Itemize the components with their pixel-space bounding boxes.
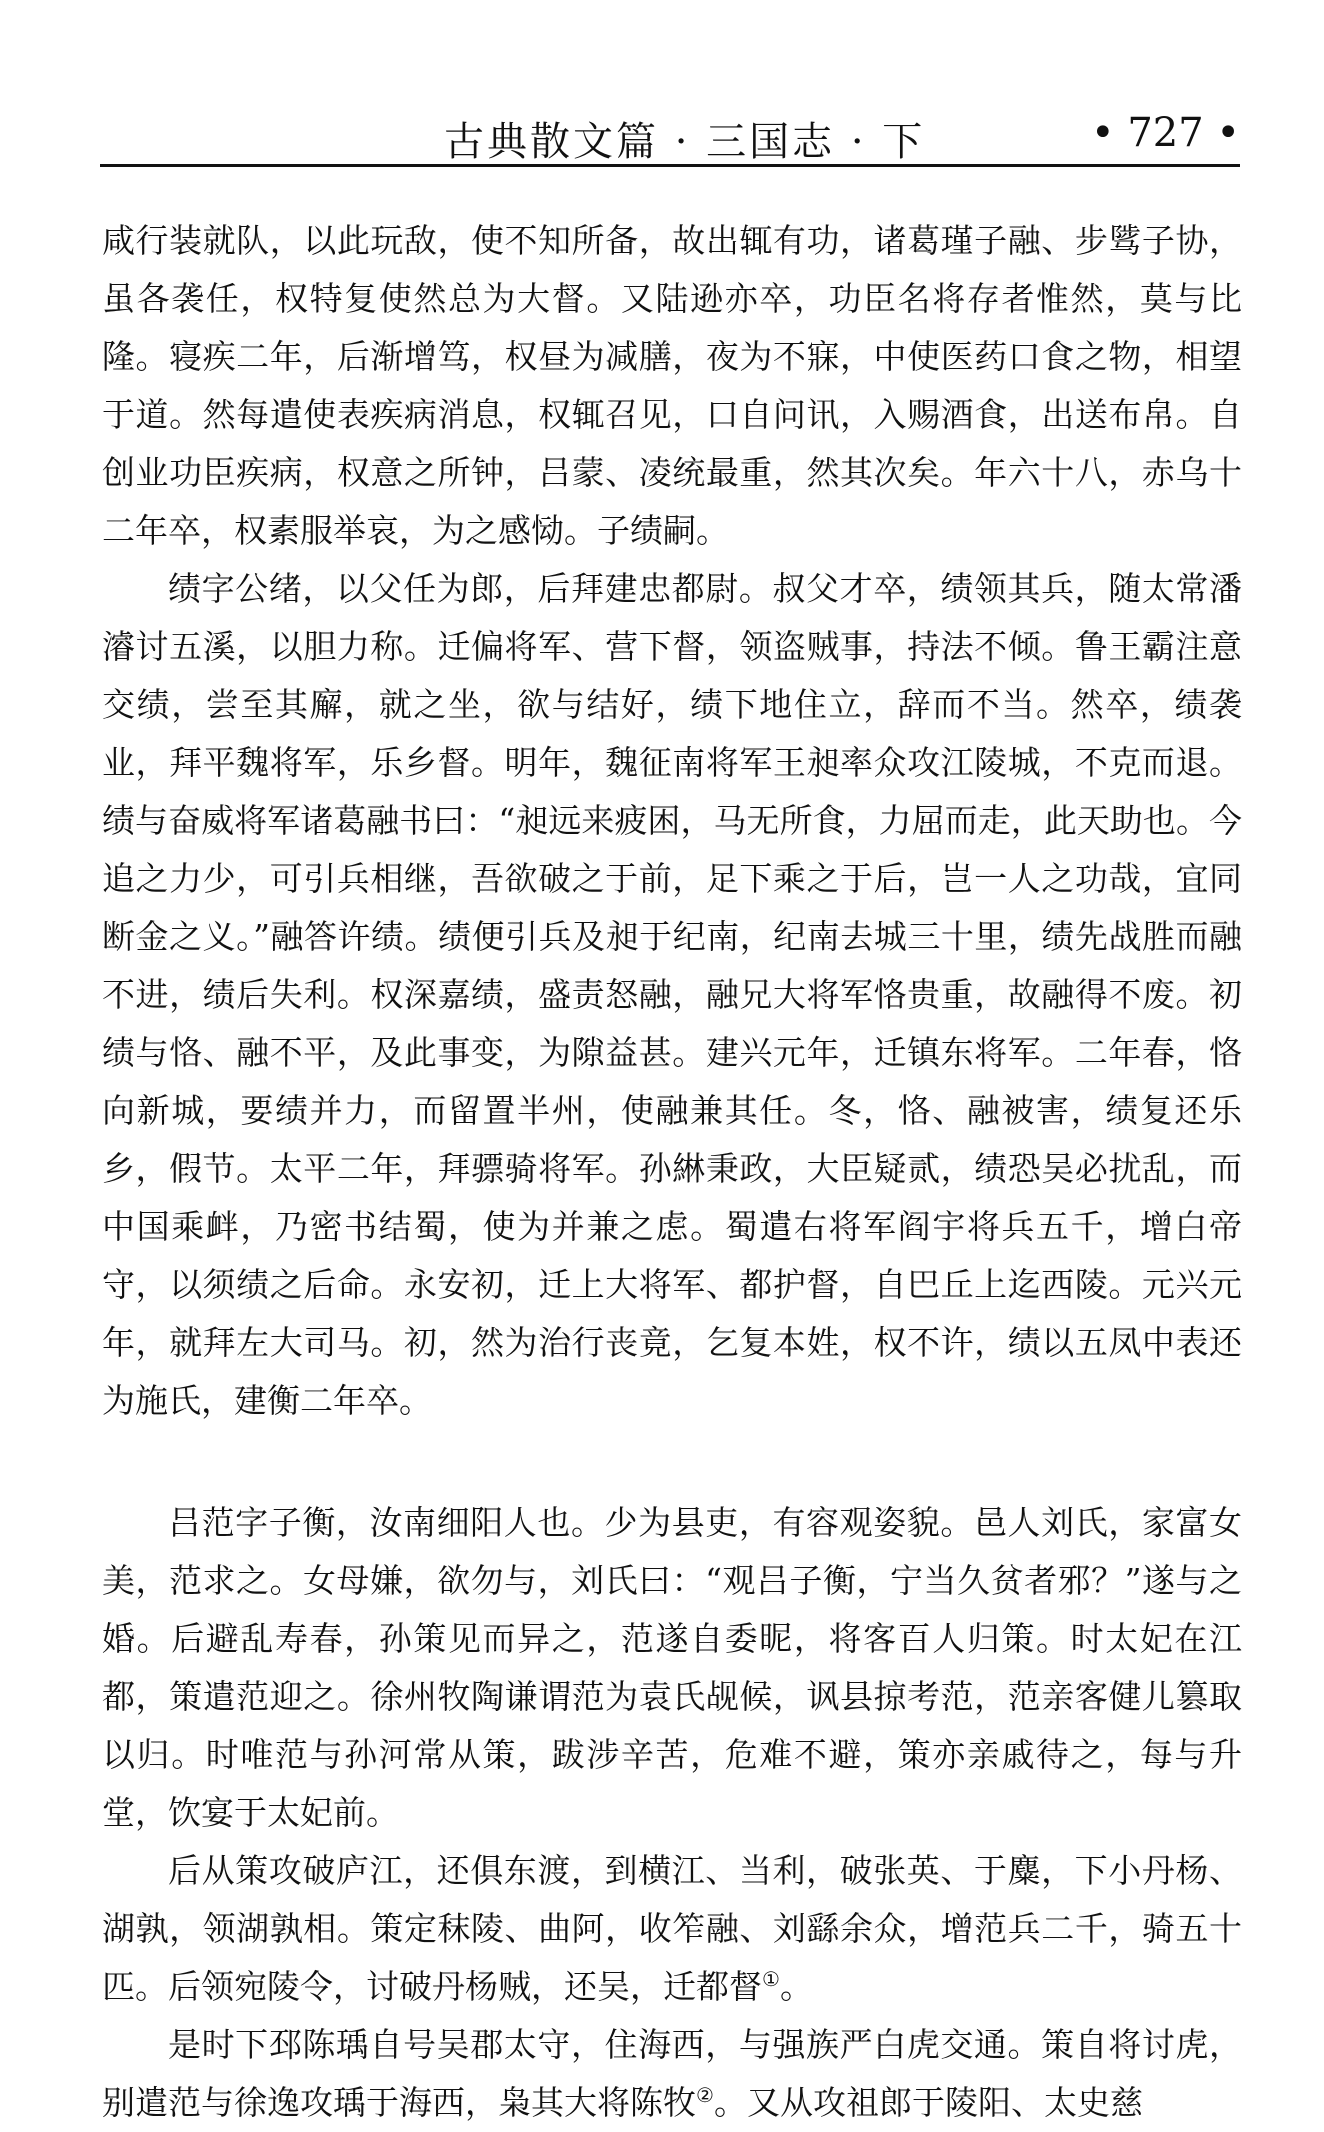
running-header bbox=[100, 98, 1240, 166]
section-gap bbox=[102, 1430, 1242, 1494]
page-number: • 727 • bbox=[1091, 110, 1240, 156]
header-title: 古典散文篇 · 三国志 · 下 bbox=[444, 119, 926, 165]
paragraph-5-text-after: 。又从攻祖郎于陵阳、太史慈 bbox=[713, 2083, 1143, 2122]
page-body bbox=[102, 212, 1242, 2132]
paragraph-1: 咸行装就队，以此玩敌，使不知所备，故出辄有功，诸葛瑾子融、步骘子协，虽各袭任，权特复使然总为大督。又陆逊亦卒，功臣名将存者惟然，莫与比隆。寝疾二年，后渐增笃，权昼为减膳，夜为不寐，中使医药口食之物，相望于道。然每遣使表疾病消息，权辄召见，口自问讯，入赐酒食，出送布帛。自创业功臣疾病，权意之所钟，吕蒙、凌统最重，然其次矣。年六十八，赤乌十二年卒，权素服举哀，为之感恸。子绩嗣。 bbox=[102, 221, 1242, 550]
footnote-marker-2: ② bbox=[696, 2083, 714, 2107]
paragraph-4: 后从策攻破庐江，还俱东渡，到横江、当利，破张英、于麋，下小丹杨、湖孰，领湖孰相。策定秣陵、曲阿，收笮融、刘繇余众，增范兵二千，骑五十匹。后领宛陵令，讨破丹杨贼，还吴，迁都督①。 bbox=[102, 1851, 1242, 2006]
paragraph-3: 吕范字子衡，汝南细阳人也。少为县吏，有容观姿貌。邑人刘氏，家富女美，范求之。女母嫌，欲勿与，刘氏曰：“观吕子衡，宁当久贫者邪？”遂与之婚。后避乱寿春，孙策见而异之，范遂自委昵，将客百人归策。时太妃在江都，策遣范迎之。徐州牧陶谦谓范为袁氏觇候，讽县掠考范，范亲客健儿篡取以归。时唯范与孙河常从策，跋涉辛苦，危难不避，策亦亲戚待之，每与升堂，饮宴于太妃前。 bbox=[102, 1503, 1242, 1832]
footnote-marker-1: ① bbox=[762, 1967, 780, 1991]
paragraph-5-text: 是时下邳陈瑀自号吴郡太守，住海西，与强族严白虎交通。策自将讨虎，别遣范与徐逸攻瑀于海西，枭其大将陈牧 bbox=[102, 2025, 1242, 2122]
paragraph-2: 绩字公绪，以父任为郎，后拜建忠都尉。叔父才卒，绩领其兵，随太常潘濬讨五溪，以胆力称。迁偏将军、营下督，领盗贼事，持法不倾。鲁王霸注意交绩，尝至其廨，就之坐，欲与结好，绩下地住立，辞而不当。然卒，绩袭业，拜平魏将军，乐乡督。明年，魏征南将军王昶率众攻江陵城，不克而退。绩与奋威将军诸葛融书曰：“昶远来疲困，马无所食，力屈而走，此天助也。今追之力少，可引兵相继，吾欲破之于前，足下乘之于后，岂一人之功哉，宜同断金之义。”融答许绩。绩便引兵及昶于纪南，纪南去城三十里，绩先战胜而融不进，绩后失利。权深嘉绩，盛责怒融，融兄大将军恪贵重，故融得不废。初绩与恪、融不平，及此事变，为隙益甚。建兴元年，迁镇东将军。二年春，恪向新城，要绩并力，而留置半州，使融兼其任。冬，恪、融被害，绩复还乐乡，假节。太平二年，拜骠骑将军。孙綝秉政，大臣疑贰，绩恐吴必扰乱，而中国乘衅，乃密书结蜀，使为并兼之虑。蜀遣右将军阎宇将兵五千，增白帝守，以须绩之后命。永安初，迁上大将军、都护督，自巴丘上迄西陵。元兴元年，就拜左大司马。初，然为治行丧竟，乞复本姓，权不许，绩以五凤中表还为施氏，建衡二年卒。 bbox=[102, 569, 1242, 1420]
paragraph-5 bbox=[102, 2016, 1242, 2132]
paragraph-4-text: 后从策攻破庐江，还俱东渡，到横江、当利，破张英、于麋，下小丹杨、湖孰，领湖孰相。策定秣陵、曲阿，收笮融、刘繇余众，增范兵二千，骑五十匹。后领宛陵令，讨破丹杨贼，还吴，迁都督 bbox=[102, 1851, 1242, 2006]
header-rule bbox=[100, 164, 1240, 167]
